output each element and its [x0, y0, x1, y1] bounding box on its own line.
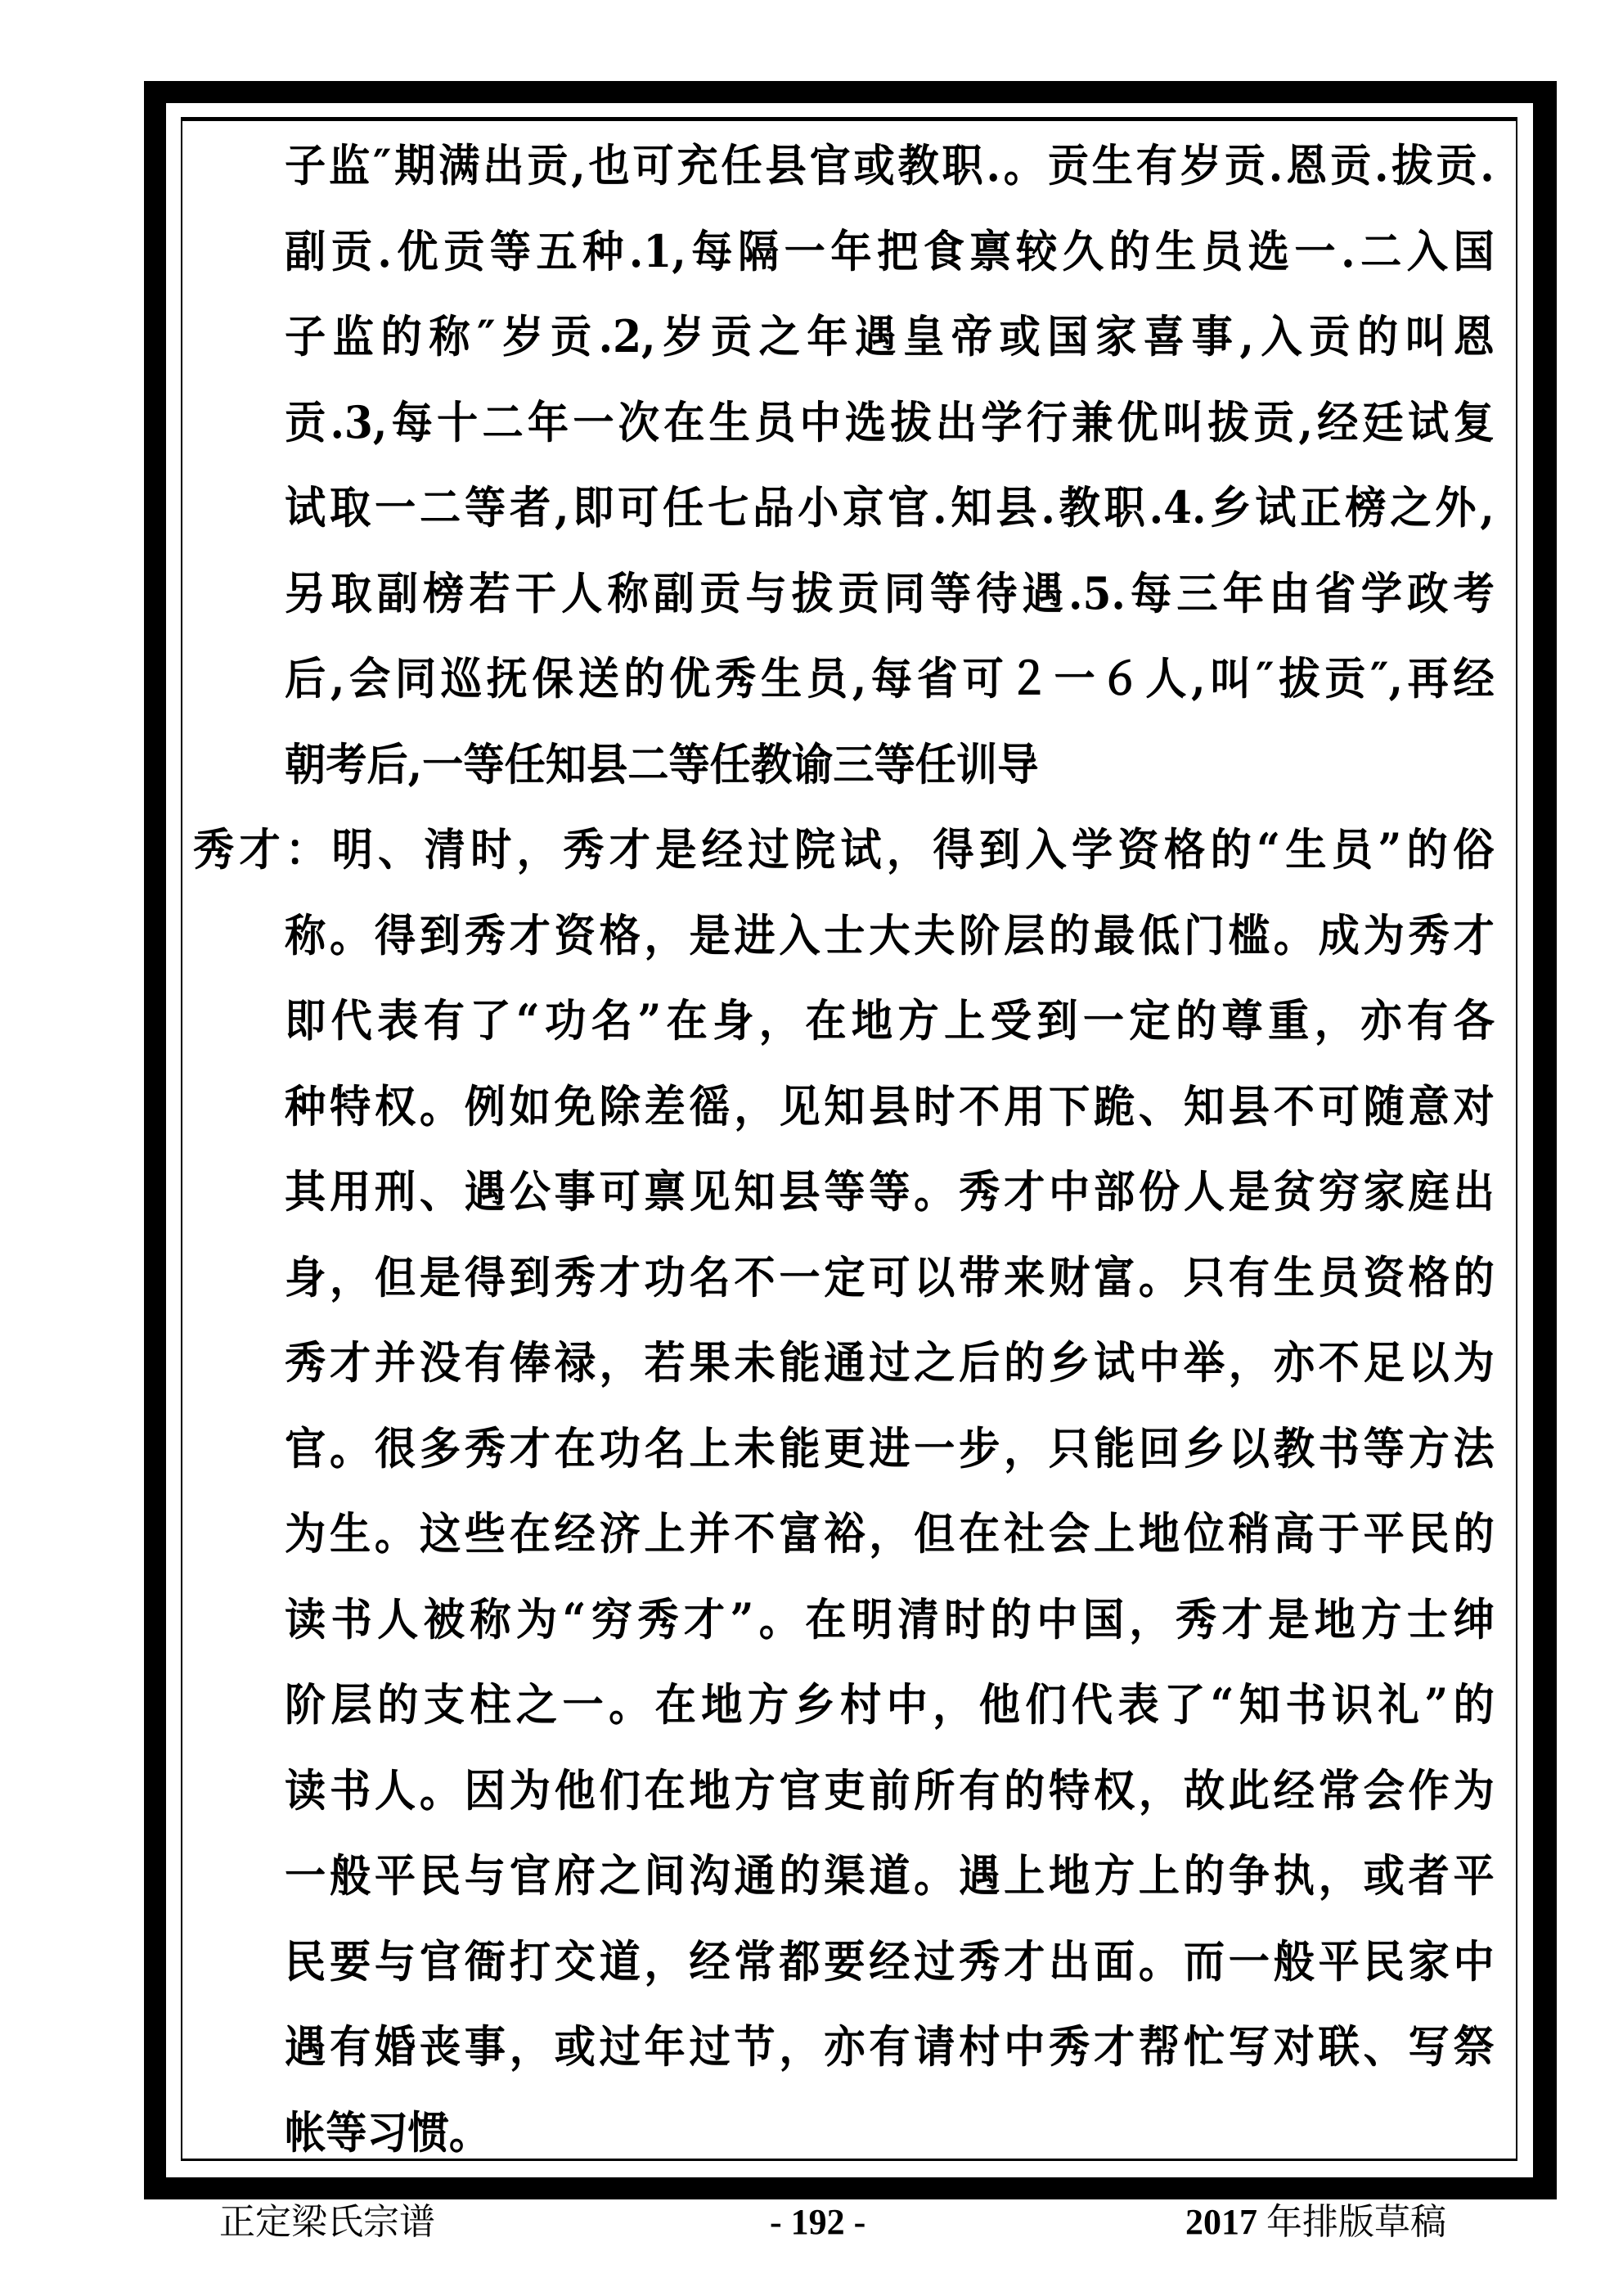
text-line: 即代表有了“功名”在身，在地方上受到一定的尊重，亦有各 — [285, 994, 1495, 1047]
footer-year: 2017 — [1185, 2202, 1257, 2242]
footer-book-title: 正定梁氏宗谱 — [219, 2202, 435, 2242]
text-line: 读书人被称为“穷秀才”。在明清时的中国，秀才是地方士绅 — [285, 1592, 1495, 1645]
text-line: 为生。这些在经济上并不富裕，但在社会上地位稍高于平民的 — [285, 1507, 1495, 1560]
text-line: 帐等习惯。 — [285, 2105, 491, 2159]
text-line: 一般平民与官府之间沟通的渠道。遇上地方上的争执，或者平 — [285, 1849, 1495, 1902]
text-line: 民要与官衙打交道，经常都要经过秀才出面。而一般平民家中 — [285, 1934, 1495, 1988]
entry-heading-line: 秀才：明、清时，秀才是经过院试，得到入学资格的“生员”的俗 — [193, 823, 1495, 876]
text-line: 贡.3,每十二年一次在生员中选拔出学行兼优叫拔贡,经廷试复 — [285, 395, 1495, 448]
footer-page-number: - 192 - — [770, 2202, 866, 2242]
text-line: 秀才并没有俸禄，若果未能通过之后的乡试中举，亦不足以为 — [285, 1336, 1495, 1389]
text-line: 另取副榜若干人称副贡与拔贡同等待遇.5.每三年由省学政考 — [285, 566, 1495, 619]
text-line: 身，但是得到秀才功名不一定可以带来财富。只有生员资格的 — [285, 1250, 1495, 1303]
text-line: 朝考后,一等任知县二等任教谕三等任训导 — [285, 737, 1039, 790]
text-line: 子监″期满出贡,也可充任县官或教职.。贡生有岁贡.恩贡.拔贡. — [285, 139, 1495, 191]
text-line: 官。很多秀才在功名上未能更进一步，只能回乡以教书等方法 — [285, 1421, 1495, 1474]
text-line: 阶层的支柱之一。在地方乡村中，他们代表了“知书识礼”的 — [285, 1678, 1495, 1731]
text-line: 副贡.优贡等五种.1,每隔一年把食禀较久的生员选一.二入国 — [285, 224, 1495, 277]
text-line: 试取一二等者,即可任七品小京官.知县.教职.4.乡试正榜之外, — [285, 481, 1495, 533]
footer-draft-label: 年排版草稿 — [1257, 2202, 1446, 2242]
text-line: 种特权。例如免除差徭，见知县时不用下跪、知县不可随意对 — [285, 1079, 1495, 1132]
text-line: 子监的称″岁贡.2,岁贡之年遇皇帝或国家喜事,入贡的叫恩 — [285, 310, 1495, 362]
footer-draft-note — [1185, 2199, 1446, 2245]
text-line: 读书人。因为他们在地方官吏前所有的特权，故此经常会作为 — [285, 1763, 1495, 1817]
text-line: 其用刑、遇公事可禀见知县等等。秀才中部份人是贫穷家庭出 — [285, 1165, 1495, 1218]
text-line: 后,会同巡抚保送的优秀生员,每省可２一６人,叫″拔贡″,再经 — [285, 652, 1495, 705]
text-line: 称。得到秀才资格，是进入士大夫阶层的最低门槛。成为秀才 — [285, 908, 1495, 961]
text-line: 遇有婚丧事，或过年过节，亦有请村中秀才帮忙写对联、写祭 — [285, 2020, 1495, 2073]
